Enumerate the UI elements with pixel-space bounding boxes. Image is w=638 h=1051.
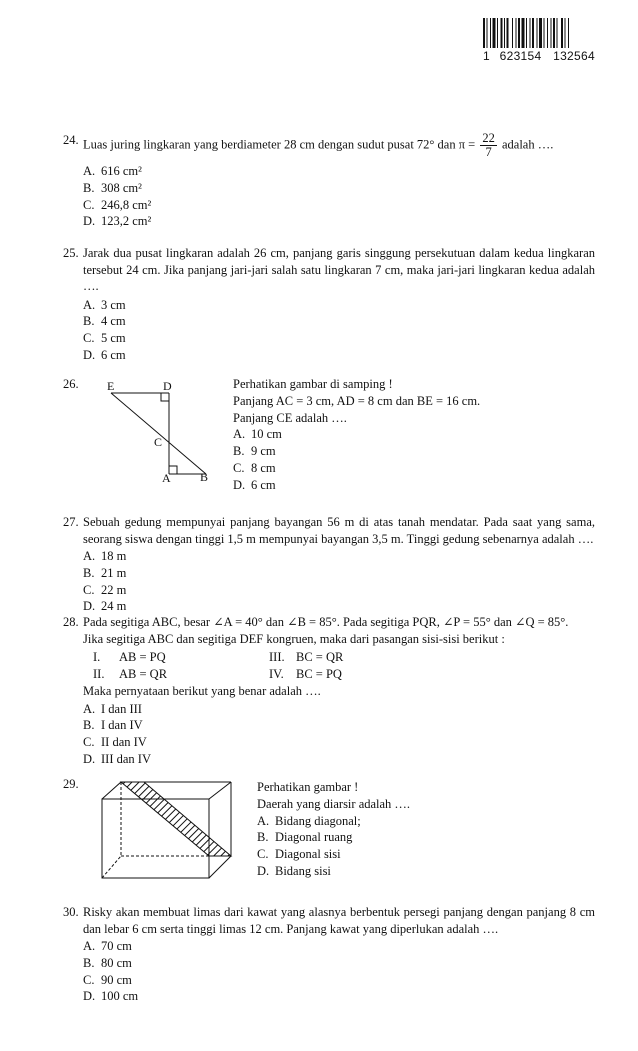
statement-iii-num: III. <box>269 650 285 664</box>
option-c[interactable]: C. 90 cm <box>83 972 132 987</box>
option-b[interactable]: B. I dan IV <box>83 718 143 733</box>
question-30 <box>63 904 595 1005</box>
question-line-3: Panjang CE adalah …. <box>233 410 347 425</box>
option-d[interactable]: D. 6 cm <box>83 347 126 362</box>
barcode-number-left: 1 <box>483 49 490 63</box>
pi-fraction <box>480 132 497 159</box>
question-text-2: Jika segitiga ABC dan segitiga DEF kongruen, maka dari pasangan sisi-sisi berikut : <box>83 631 505 646</box>
statement-row <box>93 649 595 666</box>
shaded-diagonal-plane <box>121 782 231 856</box>
question-number: 30. <box>63 905 79 919</box>
question-line-2: Panjang AC = 3 cm, AD = 8 cm dan BE = 16 cm. <box>233 393 481 408</box>
question-24 <box>63 132 595 230</box>
statement-row <box>93 666 595 683</box>
statement-iv-text: BC = PQ <box>296 667 342 681</box>
statement-iv-num: IV. <box>269 667 284 681</box>
fraction-numerator: 22 <box>482 131 495 145</box>
option-a[interactable]: A. 18 m <box>83 549 127 563</box>
question-29 <box>63 776 595 886</box>
option-a[interactable]: A. I dan III <box>83 701 142 716</box>
option-a[interactable]: A. 616 cm² <box>83 164 142 178</box>
answer-options <box>63 938 595 1005</box>
question-number: 28. <box>63 615 79 629</box>
option-b[interactable]: B. 4 cm <box>83 314 126 329</box>
option-b[interactable]: B. 80 cm <box>83 955 132 970</box>
question-number: 25. <box>63 246 79 260</box>
option-c[interactable]: C. II dan IV <box>83 735 147 750</box>
option-c[interactable]: C. 8 cm <box>233 460 276 475</box>
prism-shaded-plane-figure <box>99 779 249 884</box>
question-number: 24. <box>63 133 79 147</box>
option-d[interactable]: D. Bidang sisi <box>257 863 331 878</box>
barcode-number-right: 132564 <box>553 49 595 63</box>
question-line-2: Daerah yang diarsir adalah …. <box>257 796 411 811</box>
option-d[interactable]: D. 123,2 cm² <box>83 214 152 229</box>
question-line-1: Perhatikan gambar ! <box>257 780 359 794</box>
option-a[interactable]: A. Bidang diagonal; <box>257 813 361 828</box>
question-text-3: Maka pernyataan berikut yang benar adalah …. <box>83 684 321 698</box>
question-text-block <box>257 779 587 880</box>
question-text: Risky akan membuat limas dari kawat yang alasnya berbentuk persegi panjang dengan panjang 8 cm dan lebar 6 cm serta tinggi limas 12 cm. Panjang kawat yang diperlukan adalah …. <box>83 905 595 936</box>
barcode-number <box>483 49 601 63</box>
question-27 <box>63 514 595 615</box>
question-text: Jarak dua pusat lingkaran adalah 26 cm, panjang garis singgung persekutuan dalam kedua lingkaran tersebut 24 cm. Jika panjang jari-jari salah satu lingkaran 7 cm, maka jari-jari lingkaran kedua adalah …. <box>83 246 595 293</box>
option-c[interactable]: C. 5 cm <box>83 331 126 346</box>
question-26 <box>63 376 595 496</box>
fraction-denominator: 7 <box>485 145 492 159</box>
label-d: D <box>163 379 172 393</box>
question-number: 29. <box>63 777 79 791</box>
label-e: E <box>107 379 115 393</box>
statement-iii-text: BC = QR <box>296 650 344 664</box>
option-a[interactable]: A. 10 cm <box>233 427 282 442</box>
option-b[interactable]: B. Diagonal ruang <box>257 830 353 845</box>
question-number: 26. <box>63 377 79 391</box>
option-c[interactable]: C. 246,8 cm² <box>83 197 152 212</box>
barcode-bars <box>483 18 601 48</box>
question-text-end: adalah …. <box>501 137 554 152</box>
question-text-block <box>233 376 593 494</box>
answer-options <box>63 701 595 768</box>
label-c: C <box>154 435 163 449</box>
option-a[interactable]: A. 70 cm <box>83 939 132 953</box>
answer-options <box>63 297 595 364</box>
label-b: B <box>200 470 209 484</box>
question-text: Luas juring lingkaran yang berdiameter 28 cm dengan sudut pusat 72° dan π = <box>83 137 476 152</box>
statement-ii-text: AB = QR <box>119 667 168 681</box>
answer-options <box>63 548 595 615</box>
question-28 <box>63 614 595 768</box>
question-number: 27. <box>63 515 79 529</box>
question-25 <box>63 245 595 364</box>
statement-list <box>63 649 595 683</box>
option-b[interactable]: B. 21 m <box>83 565 127 580</box>
question-line-1: Perhatikan gambar di samping ! <box>233 377 393 391</box>
statement-i-num: I. <box>93 650 101 664</box>
option-b[interactable]: B. 9 cm <box>233 444 276 459</box>
answer-options <box>63 163 595 230</box>
option-b[interactable]: B. 308 cm² <box>83 180 142 195</box>
statement-ii-num: II. <box>93 667 105 681</box>
question-text-1: Pada segitiga ABC, besar ∠A = 40° dan ∠B = 85°. Pada segitiga PQR, ∠P = 55° dan ∠Q = 85°. <box>83 615 569 629</box>
option-d[interactable]: D. 6 cm <box>233 477 276 492</box>
option-a[interactable]: A. 3 cm <box>83 297 126 312</box>
barcode <box>483 18 601 66</box>
statement-i-text: AB = PQ <box>119 650 166 664</box>
label-a: A <box>162 471 171 485</box>
option-c[interactable]: C. Diagonal sisi <box>257 847 341 862</box>
question-text: Sebuah gedung mempunyai panjang bayangan 56 m di atas tanah mendatar. Pada saat yang sama, seorang siswa dengan tinggi 1,5 m mempunyai bayangan 3,5 m. Tinggi gedung sebenarnya adalah …. <box>83 515 595 546</box>
option-d[interactable]: D. 100 cm <box>83 989 139 1004</box>
option-c[interactable]: C. 22 m <box>83 582 127 597</box>
barcode-number-mid: 623154 <box>499 49 542 63</box>
option-d[interactable]: D. III dan IV <box>83 751 151 766</box>
option-d[interactable]: D. 24 m <box>83 599 127 614</box>
